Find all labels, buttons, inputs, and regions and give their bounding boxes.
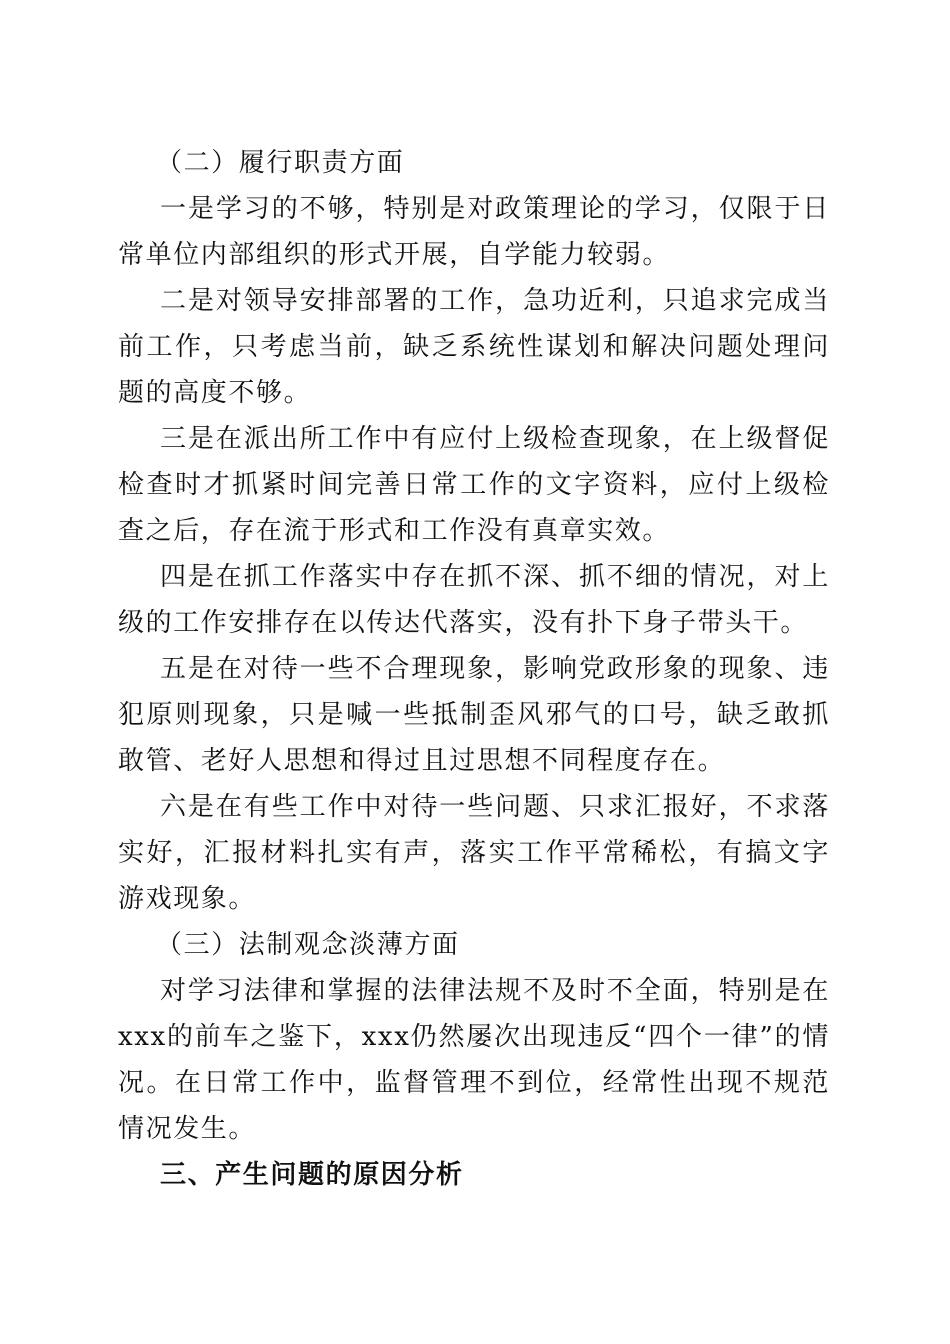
paragraph-legal-awareness: 对学习法律和掌握的法律法规不及时不全面，特别是在xxx的前车之鉴下，xxx仍然屡次出现违反“四个一律”的情况。在日常工作中，监督管理不到位，经常性出现不规范情况发生。 — [118, 976, 830, 1144]
document-body — [118, 140, 830, 1198]
paragraph-item-6: 六是在有些工作中对待一些问题、只求汇报好，不求落实好，汇报材料扎实有声，落实工作平常稀松，有搞文字游戏现象。 — [118, 792, 830, 914]
paragraph-item-4: 四是在抓工作落实中存在抓不深、抓不细的情况，对上级的工作安排存在以传达代落实，没有扑下身子带头干。 — [118, 562, 830, 638]
paragraph-item-2: 二是对领导安排部署的工作，急功近利，只追求完成当前工作，只考虑当前，缺乏系统性谋划和解决问题处理问题的高度不够。 — [118, 286, 830, 408]
paragraph-item-3: 三是在派出所工作中有应付上级检查现象，在上级督促检查时才抓紧时间完善日常工作的文字资料，应付上级检查之后，存在流于形式和工作没有真章实效。 — [118, 424, 830, 546]
section-heading-legal-awareness: （三）法制观念淡薄方面 — [156, 930, 460, 960]
section-heading-duties: （二）履行职责方面 — [156, 148, 405, 178]
paragraph-item-1: 一是学习的不够，特别是对政策理论的学习，仅限于日常单位内部组织的形式开展，自学能力较弱。 — [118, 194, 830, 270]
part-heading-cause-analysis: 三、产生问题的原因分析 — [160, 1160, 464, 1190]
paragraph-item-5: 五是在对待一些不合理现象，影响党政形象的现象、违犯原则现象，只是喊一些抵制歪风邪气的口号，缺乏敢抓敢管、老好人思想和得过且过思想不同程度存在。 — [118, 654, 830, 776]
